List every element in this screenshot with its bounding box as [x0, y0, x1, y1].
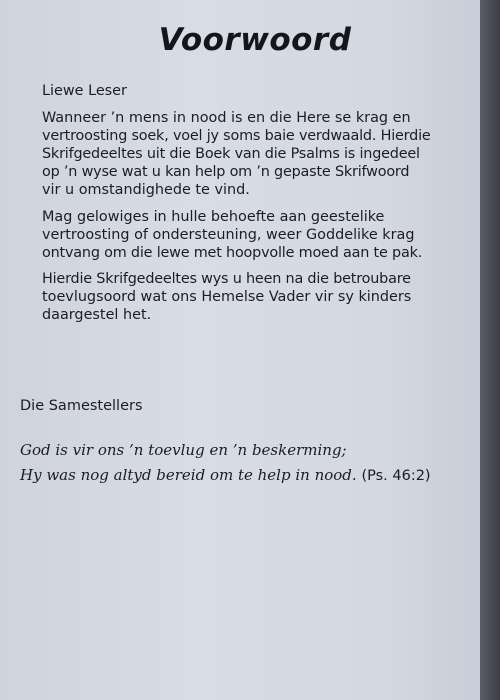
paragraph-line: ontvang om die lewe met hoopvolle moed aan te pak.	[42, 245, 423, 261]
paragraph-line: Hierdie Skrifgedeeltes wys u heen na die betroubare	[42, 271, 411, 287]
book-spine-shadow	[480, 0, 500, 700]
paragraph-line: daargestel het.	[42, 307, 152, 323]
paragraph-line: vir u omstandighede te vind.	[42, 182, 250, 198]
signature: Die Samestellers	[20, 398, 143, 414]
verse-text: Hy was nog altyd bereid om te help in nood.	[20, 466, 357, 484]
verse-reference: (Ps. 46:2)	[361, 468, 431, 484]
paragraph-line: op ’n wyse wat u kan help om ’n gepaste Skrifwoord	[42, 164, 410, 180]
paragraph-line: vertroosting of ondersteuning, weer Goddelike krag	[42, 227, 415, 243]
page-title: Voorwoord	[158, 22, 352, 58]
paragraph-line: Mag gelowiges in hulle behoefte aan geestelike	[42, 209, 385, 225]
verse-line-2	[20, 466, 431, 484]
paragraph-line: toevlugsoord wat ons Hemelse Vader vir sy kinders	[42, 289, 412, 305]
paragraph-line: vertroosting soek, voel jy soms baie verdwaald. Hierdie	[42, 128, 431, 144]
paragraph-line: Wanneer ’n mens in nood is en die Here se krag en	[42, 110, 411, 126]
paragraph-line: Skrifgedeeltes uit die Boek van die Psalms is ingedeel	[42, 146, 420, 162]
salutation: Liewe Leser	[42, 83, 127, 99]
verse-line-1: God is vir ons ’n toevlug en ’n beskerming;	[20, 441, 347, 459]
